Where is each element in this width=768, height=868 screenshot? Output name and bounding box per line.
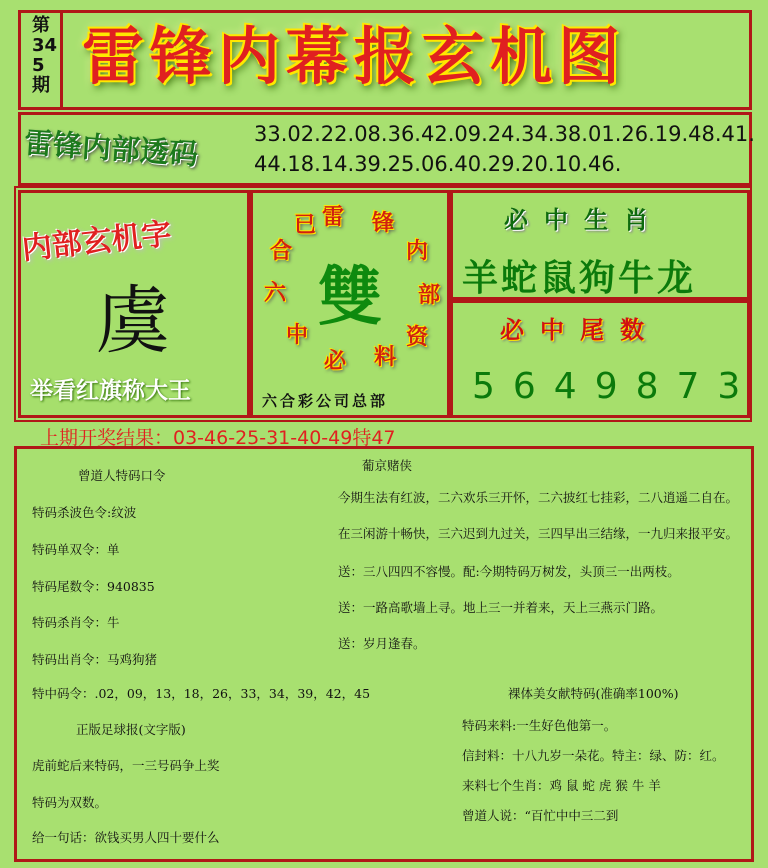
ring-char: 料	[374, 344, 397, 370]
right-line: 特码来料:一生好色他第一。	[462, 718, 617, 733]
center-char: 雙	[318, 260, 382, 335]
left-line: 特中码令：.02，09，13，18，26，33，34，39，42，45	[32, 686, 371, 701]
sequence-line-1: 33.02.22.08.36.42.09.24.34.38.01.26.19.48.41.	[254, 122, 755, 146]
ring-char: 部	[418, 282, 441, 308]
ring-char: 合	[270, 238, 293, 264]
right-line: 送：三八四四不容慢。配:今期特码万树发，头顶三一出两枝。	[338, 564, 680, 579]
right-line: 送：岁月逢春。	[338, 636, 426, 651]
ring-char: 雷	[322, 204, 345, 230]
ring-char: 锋	[372, 210, 395, 236]
secret-label: 内部玄机字	[20, 216, 174, 267]
issue-number: 第345期	[32, 15, 58, 96]
left-line: 特码出肖令：马鸡狗猪	[32, 652, 158, 667]
left-line: 特码杀肖令：牛	[32, 615, 120, 630]
zodiac-label: 必中生肖	[504, 205, 664, 234]
tail-value: 5649873	[472, 366, 759, 407]
ring-char: 中	[286, 322, 309, 348]
secret-poem: 举看红旗称大王	[30, 378, 191, 404]
right-line: 送：一路高歌墙上寻。地上三一并着来，天上三燕示门路。	[338, 600, 664, 615]
left-title-1: 曾道人特码口令	[78, 468, 166, 483]
left-line: 特码杀波色令:纹波	[32, 505, 137, 520]
secret-char: 虞	[96, 278, 170, 364]
company-name: 六合彩公司总部	[262, 392, 389, 410]
left-line: 特码单双令：单	[32, 542, 120, 557]
zodiac-value: 羊蛇鼠狗牛龙	[462, 257, 697, 299]
right-line: 在三闲游十畅快，三六迟到九过关，三四早出三结缘，一九归来报平安。	[338, 526, 739, 541]
right-line: 信封料：十八九岁一朵花。特主：绿、防：红。	[462, 748, 725, 763]
right-title-2: 裸体美女献特码(准确率100%)	[508, 686, 679, 701]
issue-divider	[60, 12, 63, 108]
page-title: 雷锋内幕报玄机图	[82, 20, 627, 93]
left-line: 特码尾数令：940835	[32, 579, 155, 594]
ring-char: 已	[294, 212, 317, 238]
ring-char: 资	[406, 324, 429, 350]
sequence-line-2: 44.18.14.39.25.06.40.29.20.10.46.	[254, 152, 622, 176]
right-line: 曾道人说：“百忙中中三二到	[462, 808, 619, 823]
last-result: 上期开奖结果：03-46-25-31-40-49特47	[40, 427, 396, 449]
left-line: 虎前蛇后来特码，一三号码争上奖	[32, 758, 220, 773]
left-line: 给一句话：欲钱买男人四十要什么	[32, 830, 220, 845]
ring-char: 必	[324, 348, 347, 374]
right-title-1: 葡京赌侠	[362, 458, 413, 473]
left-line: 特码为双数。	[32, 795, 108, 810]
right-line: 来料七个生肖：鸡 鼠 蛇 虎 猴 牛 羊	[462, 778, 661, 793]
tail-label: 必中尾数	[500, 315, 660, 344]
ring-char: 内	[406, 238, 429, 264]
ring-char: 六	[264, 280, 287, 306]
right-line: 今期生法有红波，二六欢乐三开怀，二六披红七挂彩，二八逍遥二自在。	[338, 490, 739, 505]
left-title-2: 正版足球报(文字版)	[76, 722, 186, 737]
sequence-label: 雷锋内部透码	[23, 125, 200, 172]
